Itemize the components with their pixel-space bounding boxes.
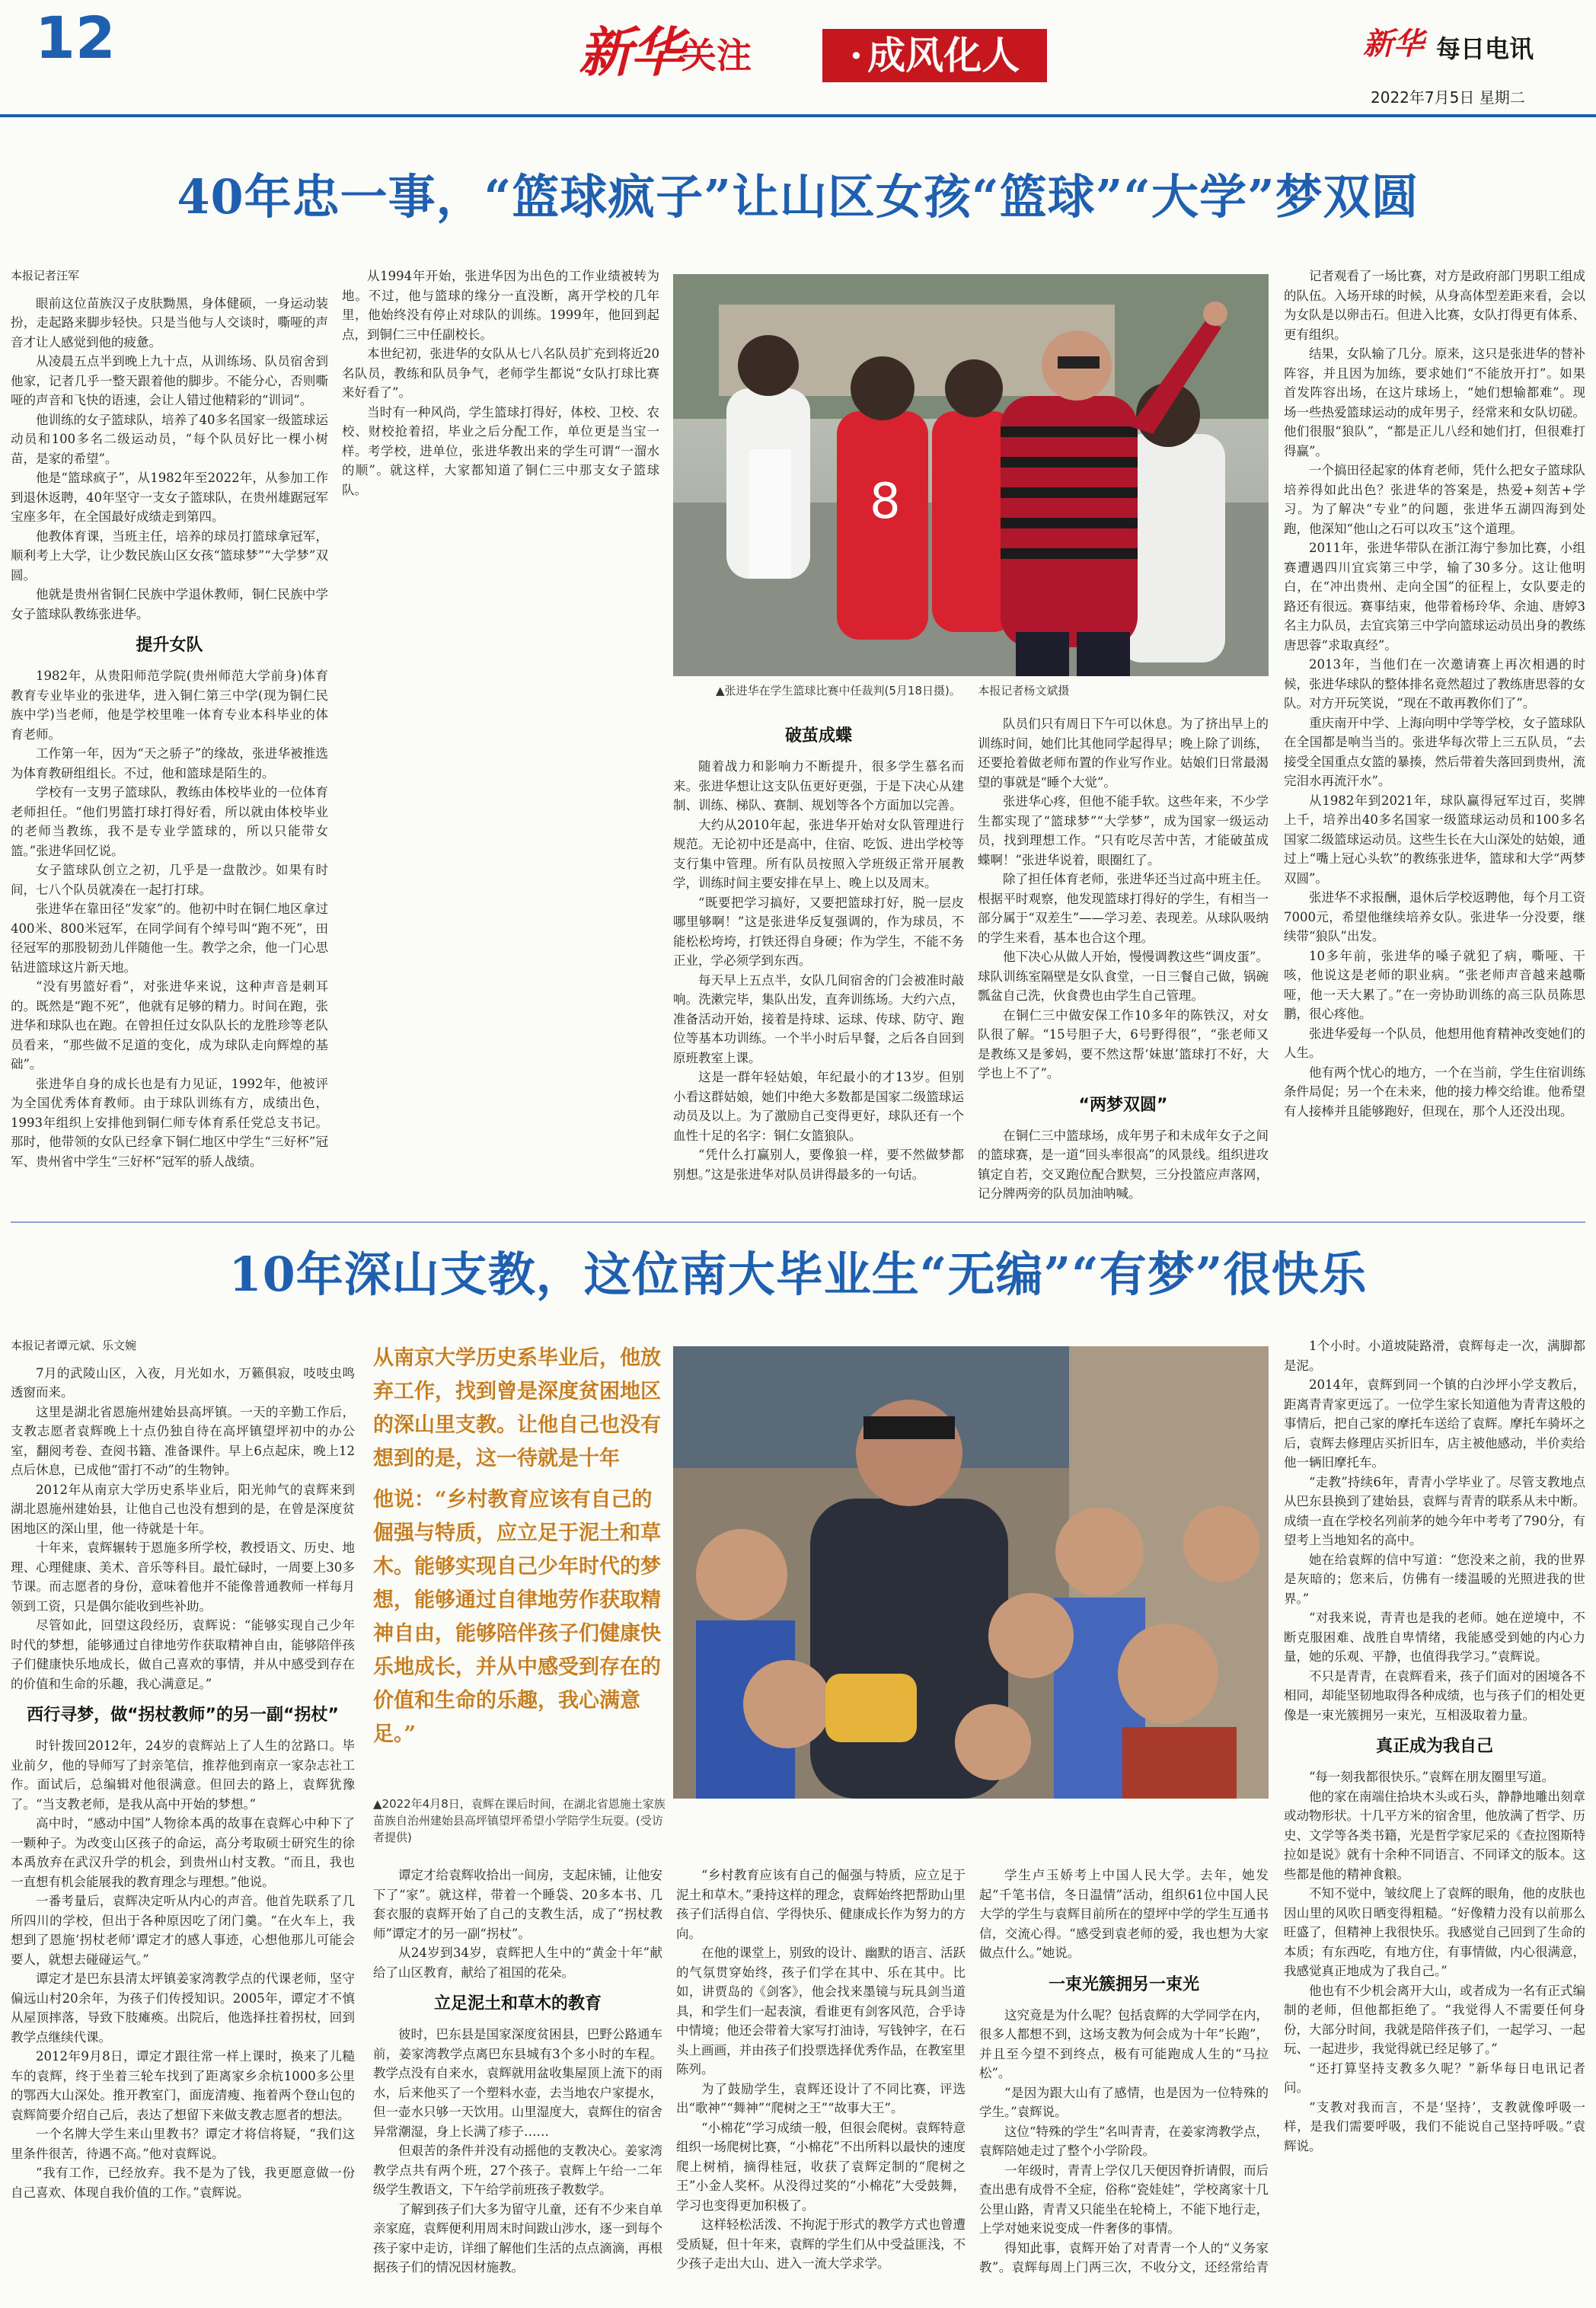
paragraph: “对我来说，青青也是我的老师。她在逆境中，不断克服困难、战胜自卑情绪，我能感受到她的内心力量，她的乐观、平静，也值得我学习。”袁辉说。 [1284,1610,1585,1664]
paragraph: 张进华爱每一个队员，他想用他育精神改变她们的人生。 [1284,1026,1585,1060]
page-number: 12 [35,4,116,72]
paragraph: 他有两个忧心的地方，一个在当前，学生住宿训练条件局促；另一个在未来，他的接力棒交给谁。他希望有人接棒并且能够跑好，但现在，那个人还没出现。 [1284,1065,1585,1119]
paragraph: 每天早上五点半，女队几间宿舍的门会被准时敲响。洗漱完毕，集队出发，直奔训练场。大约六点，准备活动开始，接着是持球、运球、传球、防守、跑位等基本功训练。一个半小时后早餐，之后各自回到原班教室上课。 [673,972,964,1065]
section-divider [11,1221,1585,1223]
paragraph: “我有工作，已经放弃。我不是为了钱，我更愿意做一份自己喜欢、体现自我价值的工作。”袁辉说。 [11,2166,355,2200]
paragraph: 2013年，当他们在一次邀请赛上再次相遇的时候，张进华球队的整体排名竟然超过了教练唐思蓉的女队。对方开玩笑说，“现在不敢再教你们了”。 [1284,657,1585,710]
teacher-with-children-photo [673,1346,1269,1799]
paragraph: 这位“特殊的学生”名叫青青，在姜家湾教学点，袁辉陪她走过了整个小学阶段。 [979,2124,1269,2158]
column-banner: · 成风化人 [822,29,1047,82]
paragraph: 队员们只有周日下午可以休息。为了挤出早上的训练时间，她们比其他同学起得早；晚上除了训练，还要抢着做老师布置的作业写作业。姑娘们日常最渴望的事就是“睡个大觉”。 [978,717,1269,790]
paragraph: 他下决心从做人开始，慢慢调教这些“调皮蛋”。球队训练室隔壁是女队食堂，一日三餐自己做，锅碗瓢盆自己洗，伙食费也由学生自己管理。 [978,950,1269,1003]
paragraph: “支教对我而言，不是‘坚持’，支教就像呼吸一样，是我们需要呼吸，我们不能说自己坚持呼吸。”袁辉说。 [1284,2099,1585,2153]
paragraph: 时针拨回2012年，24岁的袁辉站上了人生的岔路口。毕业前夕，他的导师写了封亲笔信，推荐他到南京一家杂志社工作。面试后，总编辑对他很满意。但回去的路上，袁辉犹豫了。“当支教老师，是我从高中开始的梦想。” [11,1738,355,1812]
paragraph: “还打算坚持支教多久呢？”新华每日电讯记者问。 [1284,2061,1585,2095]
paragraph: “是因为跟大山有了感情，也是因为一位特殊的学生。”袁辉说。 [979,2085,1269,2119]
subheading: 真正成为我自己 [1375,1737,1493,1756]
story1-headline: 40年忠一事，“篮球疯子”让山区女孩“篮球”“大学”梦双圆 [177,169,1419,225]
paragraph: 尽管如此，回望这段经历，袁辉说：“能够实现自己少年时代的梦想，能够通过自律地劳作获取精神自由，能够陪伴孩子们健康快乐地成长，做自己喜欢的事情，并从中感受到存在的价值和生命的乐趣，我心满意足。” [11,1618,355,1691]
paragraph: 他就是贵州省铜仁民族中学退休教师，铜仁民族中学女子篮球队教练张进华。 [11,587,328,621]
paragraph: 从凌晨五点半到晚上九十点，从训练场、队员宿舍到他家，记者几乎一整天跟着他的脚步。不能分心，否则嘶哑的声音和飞快的语速，会让人错过他精彩的“训词”。 [11,354,328,407]
story2-photo-caption: ▲2022年4月8日，袁辉在课后时间，在湖北省恩施土家族苗族自治州建始县高坪镇望坪希望小学陪学生玩耍。(受访者提供) [373,1797,666,1844]
story1-photo-caption: ▲张进华在学生篮球比赛中任裁判(5月18日摄)。 本报记者杨文斌摄 [716,684,1070,698]
paragraph: 女子篮球队创立之初，几乎是一盘散沙。如果有时间，七八个队员就凑在一起打打球。 [11,863,328,897]
paragraph: 张进华心疼，但他不能手软。这些年来，不少学生都实现了“篮球梦”“大学梦”，成为国家一级运动员，找到理想工作。“只有吃尽苦中苦，才能破茧成蝶啊！”张进华说着，眼圈红了。 [978,794,1269,867]
paragraph: 2014年，袁辉到同一个镇的白沙坪小学支教后，距离青青家更远了。一位学生家长知道他为青青这般的事情后，把自己家的摩托车送给了袁辉。摩托车骑坏之后，袁辉去修理店买折旧车，店主被他感动，半价卖给他一辆旧摩托车。 [1284,1377,1585,1470]
pull-quote-intro: 从南京大学历史系毕业后，他放弃工作，找到曾是深度贫困地区的深山里支教。让他自己也没有想到的是，这一待就是十年 [373,1346,661,1470]
paragraph: 一个搞田径起家的体育老师，凭什么把女子篮球队培养得如此出色？张进华的答案是，热爱+刻苦+学习。为了解决“专业”的问题，张进华五湖四海到处跑，他深知“他山之石可以攻玉”这个道理。 [1284,463,1585,536]
paragraph: 他训练的女子篮球队，培养了40多名国家一级篮球运动员和100多名二级运动员，“每个队员好比一棵小树苗，是家的希望”。 [11,412,328,466]
paragraph: 张进华在靠田径“发家”的。他初中时在铜仁地区拿过400米、800米冠军，在同学间有个绰号叫“跑不死”，田径冠军的那股韧劲儿伴随他一生。教学之余，他一门心思钻进篮球这片新天地。 [11,902,328,975]
subheading: 立足泥土和草木的教育 [433,1994,602,2013]
brand-logo: 新华 [579,21,682,84]
paragraph: “凭什么打赢别人，要像狼一样，要不然做梦都别想。”这是张进华对队员讲得最多的一句话。 [673,1148,964,1182]
story1-text-right [1284,267,1585,1209]
byline: 本报记者汪军 [11,269,80,283]
story1-text-left [11,267,659,1209]
paragraph: 谭定才是巴东县清太坪镇姜家湾教学点的代课老师，坚守偏远山村20余年，为孩子们传授知识。2005年，谭定才不慎从屋顶摔落，导致下肢瘫痪。出院后，他选择拄着拐杖，回到教学点继续代课。 [11,1971,355,2045]
column-label: 成风化人 [867,33,1020,78]
paragraph: 张进华自身的成长也是有力见证，1992年，他被评为全国优秀体育教师。由于球队训练有方，成绩出色，1993年组织上安排他到铜仁师专体育系任党总支书记。那时，他带领的女队已经拿下铜仁地区中学生“三好杯”冠军、贵州省中学生“三好杯”冠军的骄人战绩。 [11,1076,328,1169]
paragraph: 这是一群年轻姑娘，年纪最小的才13岁。但别小看这群姑娘，她们中绝大多数都是国家二级篮球运动员及以上。为了激励自己变得更好，球队还有一个血性十足的名字：铜仁女篮狼队。 [673,1070,964,1143]
paragraph: 结果，女队输了几分。原来，这只是张进华的替补阵容，并且因为加练，要求她们“不能放开打”。如果首发阵容出场，在这片球场上，“她们想输都难”。现场一些热爱篮球运动的成年男子，经常来和女队切磋。他们很服“狼队”，“都是正儿八经和她们打，但很难打得赢”。 [1284,346,1585,458]
paragraph: 十年来，袁辉辗转于恩施多所学校，教授语文、历史、地理、心理健康、美术、音乐等科目。最忙碌时，一周要上30多节课。而志愿者的身份，意味着他并不能像普通教师一样每月领到工资，只是偶尔能收到些补助。 [11,1540,355,1614]
paragraph: 在他的课堂上，别致的设计、幽默的语言、活跃的气氛贯穿始终，孩子们学在其中、乐在其中。比如，讲贾岛的《剑客》，他会找来墨镜与玩具剑当道具，和学生们一起表演，看谁更有剑客风范，合乎诗中情境；他还会带着大家写打油诗，写钱钟字，在石头上画画，并由孩子们投票选择优秀作品，在教室里陈列。 [676,1946,966,2077]
paragraph: 谭定才给袁辉收拾出一间房，支起床铺，让他安下了“家”。就这样，带着一个睡袋、20多本书、几套衣服的袁辉开始了自己的支教生活，成了“拐杖教师”谭定才的另一副“拐杖”。 [373,1868,662,1941]
paragraph: 1982年，从贵阳师范学院(贵州师范大学前身)体育教育专业毕业的张进华，进入铜仁第三中学(现为铜仁民族中学)当老师，他是学校里唯一体育专业本科毕业的体育老师。 [11,669,328,742]
paragraph: “没有男篮好看”，对张进华来说，这种声音是刺耳的。既然是“跑不死”，他就有足够的精力。时间在跑，张进华和球队也在跑。在曾担任过女队队长的龙胜珍等老队员看来，“那些做不足道的变化，成为球队走向辉煌的基础”。 [11,979,328,1071]
paragraph: 高中时，“感动中国”人物徐本禹的故事在袁辉心中种下了一颗种子。为改变山区孩子的命运，高分考取硕士研究生的徐本禹放弃在武汉升学的机会，到贵州山村支教。“而且，我也一直想有机会能展我的教育理念与理想。”他说。 [11,1816,355,1889]
section-label: 关注 [681,35,752,76]
paragraph: 一年级时，青青上学仅几天便因脊折请假，而后查出患有成骨不全症，俗称“瓷娃娃”，学校离家十几公里山路，青青又只能坐在轮椅上，不能下地行走，上学对她来说变成一件奢侈的事情。 [979,2163,1269,2236]
paragraph: 2011年，张进华带队在浙江海宁参加比赛，小组赛遭遇四川宜宾第三中学，输了30多分。这让他明白，在“冲出贵州、走向全国”的征程上，女队要走的路还有很远。赛事结束，他带着杨玲华、余迪、唐婷3名主力队员，去宜宾第三中学向篮球运动员出身的教练唐思蓉“求取真经”。 [1284,541,1585,653]
subheading: 提升女队 [136,636,203,655]
byline: 本报记者谭元斌、乐文婉 [11,1339,137,1352]
paragraph: 7月的武陵山区，入夜，月光如水，万籁俱寂，吱吱虫鸣透窗而来。 [11,1365,355,1400]
paragraph: 张进华不求报酬，退休后学校返聘他，每个月工资7000元，希望他继续培养女队。张进华一分没要，继续带“狼队”出发。 [1284,890,1585,943]
paragraph: “每一刻我都很快乐。”袁辉在朋友圈里写道。 [1309,1770,1555,1784]
issue-date: 2022年7月5日 星期二 [1371,88,1525,107]
paragraph: 不只是青青，在袁辉看来，孩子们面对的困境各不相同，却能坚韧地取得各种成绩，也与孩子们的相处更像是一束光簇拥另一束光，互相汲取着力量。 [1284,1668,1585,1722]
story2-photo [673,1346,1269,1799]
paragraph: 这究竟是为什么呢？包括袁辉的大学同学在内，很多人都想不到，这场支教为何会成为十年“长跑”，并且至今望不到终点，极有可能跑成人生的“马拉松”。 [979,2007,1269,2080]
paragraph: 他教体育课，当班主任，培养的球员打篮球拿冠军，顺利考上大学，让少数民族山区女孩“篮球梦”“大学梦”双圆。 [11,528,328,583]
paragraph: 他的家在南端住拾块木头或石头，静静地雕出刻章或动物形状。十几平方米的宿舍里，他放满了哲学、历史、文学等各类书籍，光是哲学家尼采的《查拉图斯特拉如是说》就有十余种不同语言、不同译文的版本。这些都是他的精神食粮。 [1284,1789,1585,1882]
svg-text:8: 8 [870,474,901,530]
paragraph: 1个小时。小道坡陡路滑，袁辉每走一次，满脚都是泥。 [1284,1339,1585,1373]
subheading: “两梦双圆” [1078,1095,1168,1115]
paragraph: 本世纪初，张进华的女队从七八名队员扩充到将近20名队员，教练和队员争气，老师学生都说“女队打球比赛来好看了”。 [342,346,659,400]
paragraph: 彼时，巴东县是国家深度贫困县，巴野公路通车前，姜家湾教学点离巴东县城有3个多小时的车程。教学点没有自来水，袁辉就用盆收集屋顶上流下的雨水，后来他买了一个塑料水壶，去当地农户家提水，但一壶水只够一天饮用。山里湿度大，袁辉住的宿舍异常潮湿，身上长满了疹子…… [373,2027,662,2139]
header-rule [0,114,1596,117]
subheading: 一束光簇拥另一束光 [1048,1974,1199,1994]
paragraph: “小棉花”学习成绩一般，但很会爬树。袁辉特意组织一场爬树比赛，“小棉花”不出所料以最快的速度爬上树梢，摘得桂冠，收获了袁辉定制的“爬树之王”小金人奖杯。从没得过奖的“小棉花”大受鼓舞，学习也变得更加积极了。 [676,2120,966,2213]
paragraph: 重庆南开中学、上海向明中学等学校，女子篮球队在全国都是响当当的。张进华每次带上三五队员，“去接受全国重点女篮的暴揍，然后带着失落回到贵州，流完泪水再流汗水”。 [1284,715,1585,788]
paragraph: 从24岁到34岁，袁辉把人生中的“黄金十年”献给了山区教育，献给了祖国的花朵。 [373,1946,662,1980]
paragraph: “走教”持续6年，青青小学毕业了。尽管支教地点从巴东县换到了建始县，袁辉与青青的联系从未中断。成绩一直在学校名列前茅的她今年中考考了790分，有望考上当地知名的高中。 [1284,1474,1585,1547]
paragraph: “既要把学习搞好，又要把篮球打好，脱一层皮哪里够啊！”这是张进华反复强调的，作为球员，不能松松垮垮，打铁还得自身硬；作为学生，不能不务正业，学必须学到东西。 [673,895,964,968]
brand-logo-right: 新华 [1363,26,1424,62]
paragraph: 他是“篮球疯子”，从1982年至2022年，从参加工作到退休返聘，40年坚守一支女子篮球队，在贵州雄踞冠军宝座多年，在全国最好成绩走到第四。 [11,471,328,524]
paragraph: 但艰苦的条件并没有动摇他的支教决心。姜家湾教学点共有两个班，27个孩子。袁辉上午给一二年级学生教语文，下午给学前班孩子教数学。 [373,2144,662,2197]
paragraph: 为了鼓励学生，袁辉还设计了不同比赛，评选出“歌神”“舞神”“爬树之王”“故事大王”。 [676,2081,966,2115]
paragraph: 一个名牌大学生来山里教书？谭定才将信将疑，“我们这里条件很苦，待遇不高。”他对袁辉说。 [11,2127,355,2161]
paragraph: 当时有一种风尚，学生篮球打得好，体校、卫校、农校、财校抢着招，毕业之后分配工作，单位更是当宝一样。考学校，进单位，张进华教出来的学生可谓“一溜水的顺”。就这样，大家都知道了铜仁三中那支女子篮球队。 [342,404,659,497]
paragraph: 在铜仁三中篮球场，成年男子和未成年女子之间的篮球赛，是一道“回头率很高”的风景线。组织进攻镇定自若，交叉跑位配合默契，三分投篮应声落网，记分牌两旁的队员加油呐喊。 [978,1128,1269,1201]
paragraph: 他也有不少机会离开大山，或者成为一名有正式编制的老师，但他都拒绝了。“我觉得人不需要任何身份，大部分时间，我就是陪伴孩子们，一起学习、一起玩、一起进步，我觉得就已经足够了。” [1284,1983,1585,2056]
story2-pull-quote [373,1342,667,1786]
story2-text-lower [373,1866,1269,2303]
paragraph: 学生卢玉娇考上中国人民大学。去年，她发起“千笔书信，冬日温情”活动，组织61位中国人民大学的学生与袁辉目前所在的望坪中学的学生互通书信，交流心得。“感受到袁老师的爱，我也想为大家做点什么。”她说。 [979,1868,1269,1960]
paragraph: 一番考量后，袁辉决定听从内心的声音。他首先联系了几所四川的学校，但出于各种原因吃了闭门羹。“在火车上，我想到了恩施‘拐杖老师’谭定才的感人事迹，心想他那儿可能会要人，就想去碰碰运气。” [11,1894,355,1967]
paragraph: 得知此事，袁辉开始了对青青一个人的“义务家教”。袁辉每周上门两三次，不收分文，还经常给青 [979,2240,1269,2274]
paragraph: 除了担任体育老师，张进华还当过高中班主任。根据平时观察，他发现篮球打得好的学生，有相当一部分属于“双差生”——学习差、表现差。从球队吸纳的学生来看，基本也合这个理。 [978,872,1269,945]
brand-name-right: 每日电讯 [1436,34,1534,63]
story1-text-middle [673,714,1269,1209]
paragraph: 大约从2010年起，张进华开始对女队管理进行规范。无论初中还是高中，住宿、吃饭、进出学校等支行集中管理。所有队员按照入学班级正常开展教学，训练时间主要安排在早上、晚上以及周末。 [673,817,964,890]
basketball-coach-photo [673,274,1269,676]
story2-text-col1 [11,1336,355,2303]
paragraph: 眼前这位苗族汉子皮肤黝黑，身体健硕，一身运动装扮，走起路来脚步轻快。只是当他与人交谈时，嘶哑的声音才让人感觉到他的疲惫。 [11,295,328,350]
paragraph: 2012年从南京大学历史系毕业后，阳光帅气的袁辉来到湖北恩施州建始县，让他自己也没有想到的是，在曾是深度贫困地区的深山里，他一待就是十年。 [11,1482,355,1536]
story2-headline: 10年深山支教，这位南大毕业生“无编”“有梦”很快乐 [228,1247,1368,1302]
paragraph: 2012年9月8日，谭定才跟往常一样上课时，换来了儿糙车的袁辉，终于坐着三轮车找到了距离家乡余杭1000多公里的鄂西大山深处。推开教室门，面庞清瘦、拖着两个登山包的袁辉简要介绍自己后，表达了想留下来做支教志愿者的想法。 [11,2049,355,2122]
pull-quote-quote: 他说：“乡村教育应该有自己的倔强与特质，应立足于泥土和草木。能够实现自己少年时代的梦想，能够通过自律地劳作获取精神自由，能够陪伴孩子们健康快乐地成长，并从中感受到存在的价值和生命的乐趣，我心满意足。” [373,1488,661,1746]
paragraph: 记者观看了一场比赛，对方是政府部门男职工组成的队伍。入场开球的时候，从身高体型差距来看，会以为女队是以卵击石。但进入比赛，女队打得更有体系、更有组织。 [1284,269,1585,342]
paragraph: 学校有一支男子篮球队，教练由体校毕业的一位体育老师担任。“他们男篮打球打得好看，所以就由体校毕业的老师当教练，我不是专业学篮球的，所以只能带女篮。”张进华回忆说。 [11,785,328,858]
paragraph: 随着战力和影响力不断提升，很多学生慕名而来。张进华想让这支队伍更好更强，于是下决心从建制、训练、梯队、赛制、规划等各个方面加以完善。 [673,759,964,812]
subheading: 西行寻梦，做“拐杖教师”的另一副“拐杖” [27,1706,339,1725]
paragraph: 10多年前，张进华的嗓子就犯了病，嘶哑、干咳，他说这是老师的职业病。“张老师声音越来越嘶哑，他一天大累了。”在一旁协助训练的高三队员陈思鹏，很心疼他。 [1284,948,1585,1021]
paragraph: 工作第一年，因为“天之骄子”的缘故，张进华被推选为体育教研组组长。不过，他和篮球是陌生的。 [11,746,328,781]
paragraph: 从1982年到2021年，球队赢得冠军过百，奖牌上千，培养出40多名国家一级篮球运动员和100多名国家二级篮球运动员。这些生长在大山深处的姑娘，通过上“嘴上冠心头软”的教练张进华，篮球和大学“两梦双圆”。 [1284,793,1585,886]
paragraph: 她在给袁辉的信中写道：“您没来之前，我的世界是灰暗的；您来后，仿佛有一缕温暖的光照进我的世界。” [1284,1552,1585,1606]
subheading: 破茧成蝶 [784,726,852,745]
paragraph: 了解到孩子们大多为留守儿童，还有不少来自单亲家庭，袁辉便利用周末时间跋山涉水，逐一到每个孩子家中走访，详细了解他们生活的点点滴滴，再根据孩子们的情况因材施教。 [373,2201,662,2274]
paragraph: 不知不觉中，皱纹爬上了袁辉的眼角，他的皮肤也因山里的风吹日晒变得粗糙。“好像精力没有以前那么旺盛了，但精神上我很快乐。我感觉自己回到了生命的本质；有东西吃，有地方住，有事情做，内心很满意，我感觉真正地成为了我自己。” [1284,1886,1585,1978]
story2-text-right [1284,1336,1585,2303]
paragraph: 这里是湖北省恩施州建始县高坪镇。一天的辛勤工作后，支教志愿者袁辉晚上十点仍独自待在高坪镇望坪初中的办公室，翻阅考卷、查阅书籍、准备课件。早上6点起床，晚上12点后休息，已成他“雷打不动”的生物钟。 [11,1404,355,1477]
paragraph: 在铜仁三中做安保工作10多年的陈铁汉，对女队很了解。“15号胆子大，6号野得很”，“张老师又是教练又是爹妈，要不然这帮‘妹崽’篮球打不好，大学也上不了”。 [978,1007,1269,1081]
story1-photo [673,274,1269,676]
paragraph: “乡村教育应该有自己的倔强与特质，应立足于泥土和草木。”秉持这样的理念，袁辉始终把帮助山里孩子们活得自信、学得快乐、健康成长作为努力的方向。 [676,1868,966,1941]
paragraph: 这样轻松活泼、不拘泥于形式的教学方式也曾遭受质疑，但十年来，袁辉的学生们从中受益匪浅，不少孩子走出大山、进入一流大学求学。 [676,2217,966,2271]
paragraph: 从1994年开始，张进华因为出色的工作业绩被转为地。不过，他与篮球的缘分一直没断，离开学校的几年里，他始终没有停止对球队的训练。1999年，他回到起点，到铜仁三中任副校长。 [342,269,659,342]
